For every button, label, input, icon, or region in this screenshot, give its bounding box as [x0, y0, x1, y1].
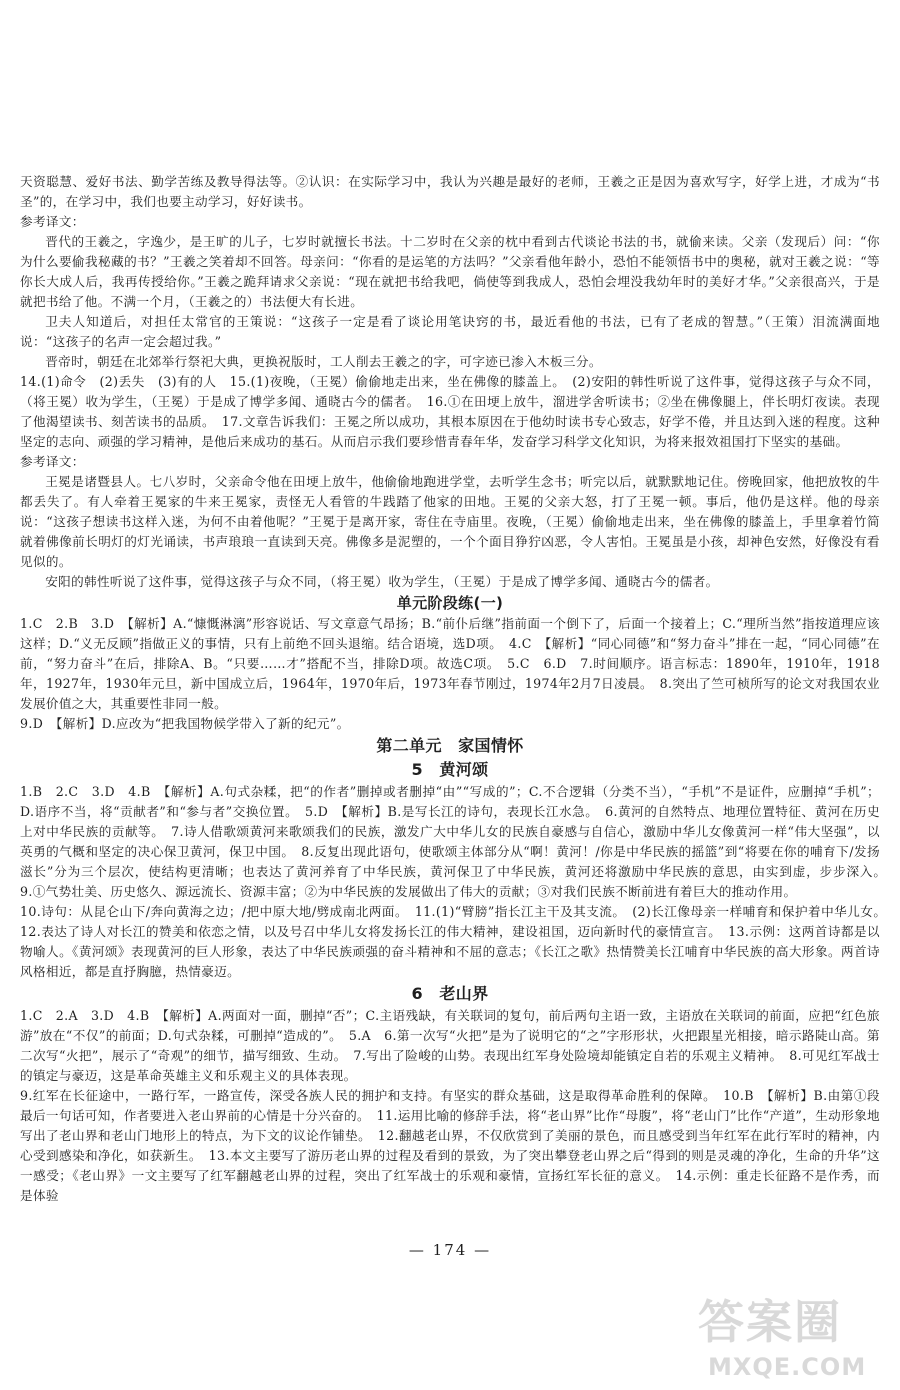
- answer-paragraph: 9.红军在长征途中，一路行军，一路宣传，深受各族人民的拥护和支持。有坚实的群众基础，这是取得革命胜利的保障。 10.B 【解析】B.由第①段最后一句话可知，作者要进入老山界前的心情是十分兴奋的。 11.运用比喻的修辞手法，将“老山界”比作“母腹”，将“老山门”比作“产道”，生动形象地写出了老山界和老山门地形上的特点，为下文的议论作铺垫。 12.翻越老山界，不仅欣赏到了美丽的景色，而且感受到当年红军在此行军时的精神，内心受到感染和净化，如获新生。 13.本文主要写了游历老山界的过程及看到的景致，为了突出攀登老山界之后“得到的则是灵魂的净化，生命的升华”这一感受；《老山界》一文主要写了红军翻越老山界的过程，突出了红军战士的乐观和豪情，宣扬红军长征的意义。 14.示例：重走长征路不是作秀，而是体验: [20, 1088, 880, 1203]
- watermark-url: MXQE.COM: [708, 1353, 867, 1381]
- section-heading-unit-practice: 单元阶段练(一): [396, 594, 504, 612]
- translation-paragraph: 王冕是诸暨县人。七八岁时，父亲命令他在田埂上放牛，他偷偷地跑进学堂，去听学生念书；听完以后，就默默地记住。傍晚回家，他把放牧的牛都丢失了。有人牵着王冕家的牛来王冕家，责怪无人看管的牛践踏了他家的田地。王冕的父亲大怒，打了王冕一顿。事后，他仍是这样。他的母亲说：“这孩子想读书这样入迷，为何不由着他呢？”王冕于是离开家，寄住在寺庙里。夜晚，（王冕）偷偷地走出来，坐在佛像的膝盖上，手里拿着竹简就着佛像前长明灯的灯光诵读，书声琅琅一直读到天亮。佛像多是泥塑的，一个个面目狰狞凶恶，令人害怕。王冕虽是小孩，却神色安然，好像没有看见似的。: [20, 474, 880, 569]
- answer-paragraph: 14.(1)命令 (2)丢失 (3)有的人 15.(1)夜晚，（王冕）偷偷地走出来，坐在佛像的膝盖上。 (2)安阳的韩性听说了这件事，觉得这孩子与众不同，（将王冕）收为学生，（王冕）于是成了博学多闻、通晓古今的儒者。 16.①在田埂上放牛，溜进学舍听读书；②坐在佛像腿上，伴长明灯夜读。表现了他渴望读书、刻苦读书的品质。 17.文章告诉我们：王冕之所以成功，其根本原因在于他幼时读书专心致志，好学不倦，并且达到入迷的程度。这种坚定的志向、顽强的学习精神，是他后来成功的基石。从而启示我们要珍惜青春年华，发奋学习科学文化知识，为将来报效祖国打下坚实的基础。: [20, 374, 880, 449]
- lesson-heading-laoshanjie: 6 老山界: [411, 984, 489, 1003]
- translation-paragraph: 晋代的王羲之，字逸少，是王旷的儿子，七岁时就擅长书法。十二岁时在父亲的枕中看到古代谈论书法的书，就偷来读。父亲（发现后）问：“你为什么要偷我秘藏的书？”王羲之笑着却不回答。母亲问：“你看的是运笔的方法吗？”父亲看他年龄小，恐怕不能领悟书中的奥秘，就对王羲之说：“等你长大成人后，我再传授给你。”王羲之跪拜请求父亲说：“现在就把书给我吧，倘使等到我成人，恐怕会埋没我幼年时的美好才华。”父亲很高兴，于是就把书给了他。不满一个月，（王羲之的）书法便大有长进。: [20, 234, 880, 309]
- answer-paragraph: 9.D 【解析】D.应改为“把我国物候学带入了新的纪元”。: [20, 716, 350, 731]
- answer-paragraph: 1.C 2.A 3.D 4.B 【解析】A.两面对一面，删掉“否”；C.主语残缺，有关联词的复句，前后两句主语一致，主语放在关联词的前面，应把“红色旅游”放在“不仅”的前面；D.句式杂糅，可删掉“造成的”。 5.A 6.第一次写“火把”是为了说明它的“之”字形形状，火把跟星光相接，暗示路陡山高。第二次写“火把”，展示了“奇观”的细节，描写细致、生动。 7.写出了险峻的山势。表现出红军身处险境却能镇定自若的乐观主义精神。 8.可见红军战士的镇定与豪迈，这是革命英雄主义和乐观主义的具体表现。: [20, 1008, 880, 1083]
- lesson-heading-huanghe: 5 黄河颂: [411, 760, 489, 779]
- watermark-logo: 答案圈: [698, 1295, 842, 1349]
- page-number: — 174 —: [408, 1241, 492, 1259]
- translation-paragraph: 安阳的韩性听说了这件事，觉得这孩子与众不同，（将王冕）收为学生，（王冕）于是成了博学多闻、通晓古今的儒者。: [45, 574, 719, 589]
- translation-paragraph: 卫夫人知道后，对担任太常官的王策说：“这孩子一定是看了谈论用笔诀窍的书，最近看他的书法，已有了老成的智慧。”（王策）泪流满面地说：“这孩子的名声一定会超过我。”: [20, 314, 880, 349]
- answer-paragraph: 1.C 2.B 3.D 【解析】A.“慷慨淋漓”形容说话、写文章意气昂扬；B.“前仆后继”指前面一个倒下了，后面一个接着上；C.“理所当然”指按道理应该这样；D.“义无反顾”指做正义的事情，只有上前绝不回头退缩。结合语境，选D项。 4.C 【解析】“同心同德”和“努力奋斗”排在一起，“同心同德”在前，“努力奋斗”在后，排除A、B。“只要……才”搭配不当，排除D项。故选C项。 5.C 6.D 7.时间顺序。语言标志：1890年，1910年，1918年，1927年，1930年元旦，新中国成立后，1964年，1970年后，1973年春节刚过，1974年2月7日凌晨。 8.突出了竺可桢所写的论文对我国农业发展价值之大，其重要性非同一般。: [20, 616, 880, 711]
- translation-label: 参考译文：: [20, 214, 85, 229]
- answer-content: [20, 172, 893, 1206]
- watermark: [698, 1294, 888, 1384]
- translation-label: 参考译文：: [20, 454, 85, 469]
- unit-heading: 第二单元 家国情怀: [376, 736, 524, 755]
- translation-paragraph: 晋帝时，朝廷在北郊举行祭祀大典，更换祝版时，工人削去王羲之的字，可字迹已渗入木板三分。: [45, 354, 602, 369]
- answer-paragraph: 天资聪慧、爱好书法、勤学苦练及教导得法等。②认识：在实际学习中，我认为兴趣是最好的老师，王羲之正是因为喜欢写字，好学上进，才成为“书圣”的，在学习中，我们也要主动学习，好好读书。: [20, 174, 880, 209]
- answer-paragraph: 1.B 2.C 3.D 4.B 【解析】A.句式杂糅，把“的作者”删掉或者删掉“由”“写成的”；C.不合逻辑（分类不当），“手机”不是证件，应删掉“手机”；D.语序不当，将“贡献者”和“参与者”交换位置。 5.D 【解析】B.是写长江的诗句，表现长江水急。 6.黄河的自然特点、地理位置特征、黄河在历史上对中华民族的贡献等。 7.诗人借歌颂黄河来歌颂我们的民族，激发广大中华儿女的民族自豪感与自信心，激励中华儿女像黄河一样“伟大坚强”，以英勇的气概和坚定的决心保卫黄河，保卫中国。 8.反复出现此语句，使歌颂主体部分从“啊！黄河！/你是中华民族的摇篮”到“将要在你的哺育下/发扬滋长”分为三个层次，使结构更清晰；也表达了黄河养育了中华民族，黄河保卫了中华民族，黄河还将激励中华民族的意思，由实到虚，步步深入。 9.①气势壮美、历史悠久、源远流长、资源丰富；②为中华民族的发展做出了伟大的贡献；③对我们民族不断前进有着巨大的推动作用。: [20, 784, 893, 899]
- answer-paragraph: 10.诗句：从昆仑山下/奔向黄海之边；/把中原大地/劈成南北两面。 11.(1)“臂膀”指长江主干及其支流。 (2)长江像母亲一样哺育和保护着中华儿女。 12.表达了诗人对长江的赞美和依恋之情，以及号召中华儿女将发扬长江的伟大精神，建设祖国，迈向新时代的豪情宣言。 13.示例：这两首诗都是以物喻人。《黄河颂》表现黄河的巨人形象，表达了中华民族顽强的奋斗精神和不屈的意志；《长江之歌》热情赞美长江哺育中华民族的高大形象。两首诗风格相近，都是直抒胸臆，热情豪迈。: [20, 904, 893, 979]
